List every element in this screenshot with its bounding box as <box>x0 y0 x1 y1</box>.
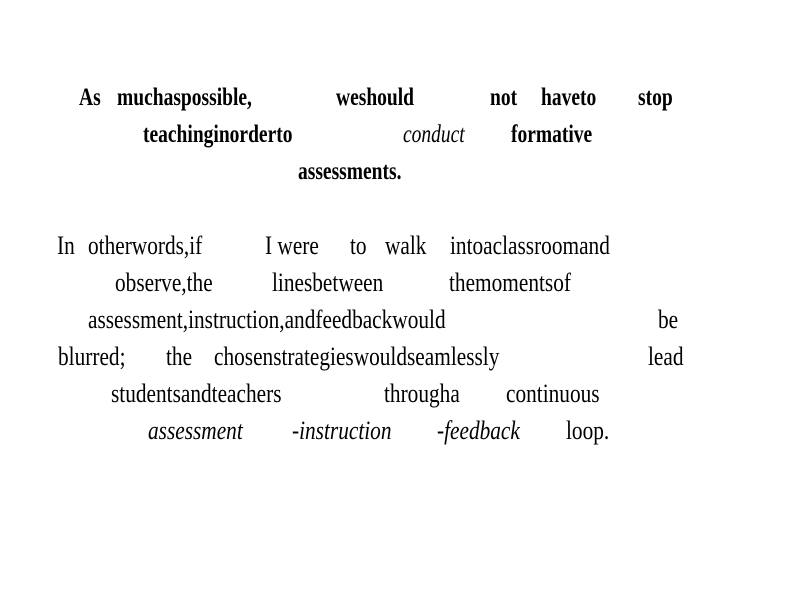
word: loop. <box>566 416 610 445</box>
word: haveto <box>541 84 597 111</box>
word: I were <box>265 231 319 260</box>
word: themomentsof <box>449 268 571 297</box>
word-italic: conduct <box>403 121 465 148</box>
word: stop <box>638 84 673 111</box>
word: studentsandteachers <box>111 379 282 408</box>
word: continuous <box>506 379 600 408</box>
word: intoaclassroomand <box>450 231 610 260</box>
word: the <box>166 342 193 371</box>
word: observe,the <box>115 268 213 297</box>
word: be <box>658 305 679 334</box>
word: assessments. <box>298 158 402 185</box>
word: otherwords,if <box>88 231 203 260</box>
word: walk <box>385 231 427 260</box>
word: linesbetween <box>272 268 384 297</box>
word: In <box>57 231 75 260</box>
word: weshould <box>336 84 415 111</box>
word: muchaspossible, <box>117 84 252 111</box>
word: teachinginorderto <box>143 121 293 148</box>
word: lead <box>648 342 684 371</box>
word: througha <box>384 379 460 408</box>
word: chosenstrategieswouldseamlessly <box>214 342 500 371</box>
word: assessment,instruction,andfeedbackwould <box>88 305 446 334</box>
word: to <box>350 231 367 260</box>
word: not <box>490 84 518 111</box>
word: As <box>79 84 101 111</box>
word-italic: assessment <box>148 416 243 445</box>
word: blurred; <box>58 342 126 371</box>
word-italic: -feedback <box>437 416 520 445</box>
word-italic: -instruction <box>292 416 392 445</box>
word: formative <box>511 121 593 148</box>
